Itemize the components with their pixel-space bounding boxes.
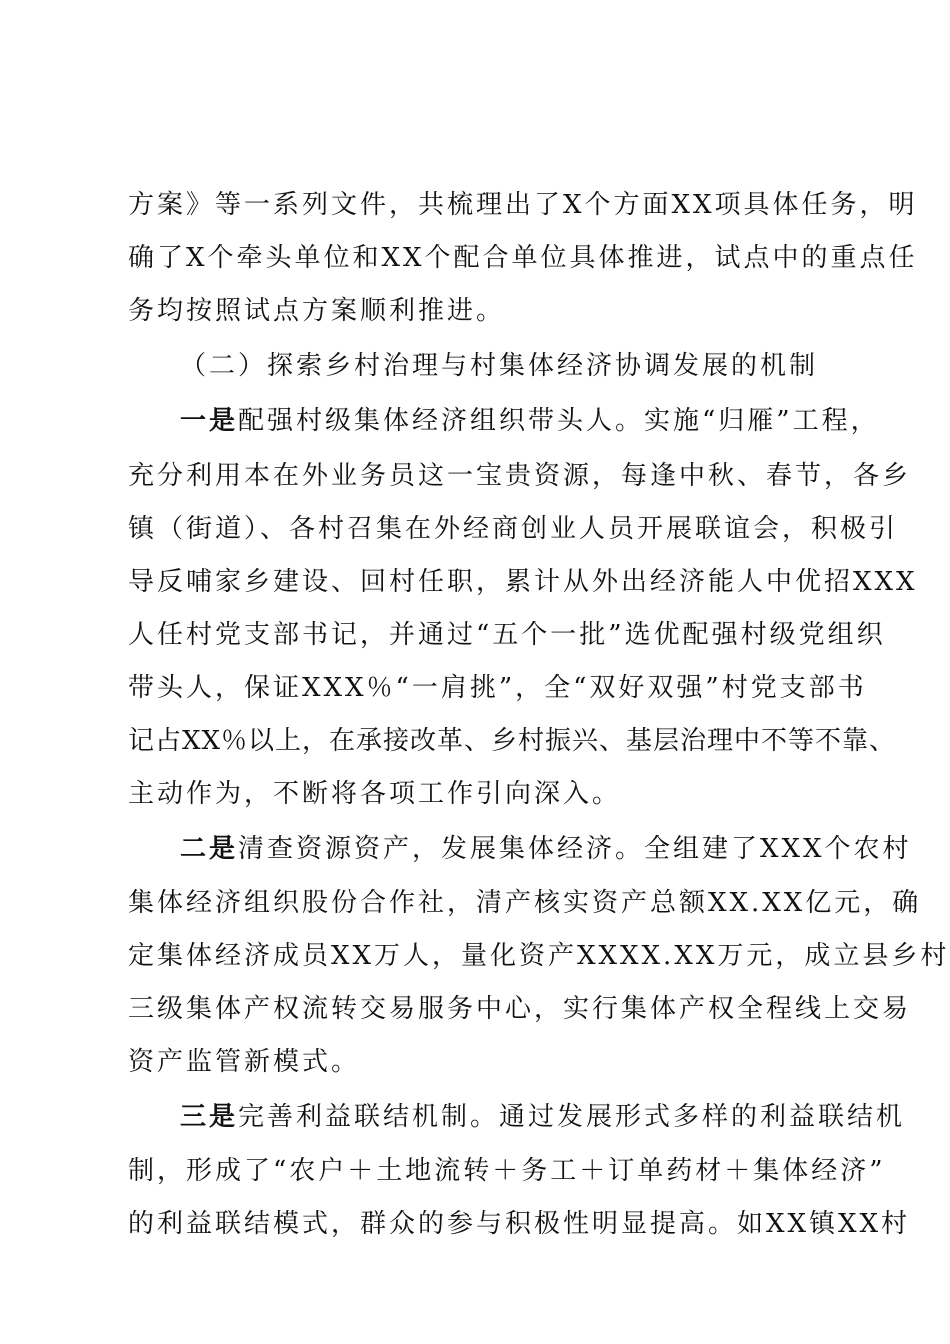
lead-word: 二是 — [180, 834, 239, 864]
text-line: 主动作为，不断将各项工作引向深入。 — [128, 779, 622, 809]
text-line: 制，形成了“农户＋土地流转＋务工＋订单药材＋集体经济” — [128, 1156, 886, 1186]
text-line: 的利益联结模式，群众的参与积极性明显提高。如XX镇XX村 — [128, 1209, 911, 1239]
text-line: 务均按照试点方案顺利推进。 — [128, 296, 506, 326]
paragraph-first-line — [180, 829, 912, 869]
lead-word: 一是 — [180, 406, 239, 436]
section-heading: （二）探索乡村治理与村集体经济协调发展的机制 — [180, 351, 819, 381]
text-span: 配强村级集体经济组织带头人。实施“归雁”工程， — [238, 406, 880, 436]
text-line: 确了X个牵头单位和XX个配合单位具体推进，试点中的重点任 — [128, 243, 918, 273]
text-line: 充分利用本在外业务员这一宝贵资源，每逢中秋、春节，各乡 — [128, 461, 912, 491]
text-line: 三级集体产权流转交易服务中心，实行集体产权全程线上交易 — [128, 994, 912, 1024]
text-line: 定集体经济成员XX万人，量化资产XXXX.XX万元，成立县乡村 — [128, 941, 950, 971]
text-line: 导反哺家乡建设、回村任职，累计从外出经济能人中优招XXX — [128, 567, 918, 597]
text-line: 镇（街道）、各村召集在外经商创业人员开展联谊会，积极引 — [128, 514, 899, 544]
text-line: 带头人，保证XXX％“一肩挑”，全“双好双强”村党支部书 — [128, 673, 867, 703]
lead-word: 三是 — [180, 1102, 239, 1132]
paragraph-first-line — [180, 1097, 905, 1137]
text-line: 资产监管新模式。 — [128, 1047, 361, 1077]
text-line: 方案》等一系列文件，共梳理出了X个方面XX项具体任务，明 — [128, 190, 918, 220]
text-span: 清查资源资产，发展集体经济。全组建了XXX个农村 — [238, 834, 912, 864]
text-span: 完善利益联结机制。通过发展形式多样的利益联结机 — [238, 1102, 906, 1132]
paragraph-first-line — [180, 401, 880, 441]
text-line: 记占XX％以上，在承接改革、乡村振兴、基层治理中不等不靠、 — [128, 726, 897, 756]
text-line: 集体经济组织股份合作社，清产核实资产总额XX.XX亿元，确 — [128, 888, 922, 918]
text-line: 人任村党支部书记，并通过“五个一批”选优配强村级党组织 — [128, 620, 886, 650]
